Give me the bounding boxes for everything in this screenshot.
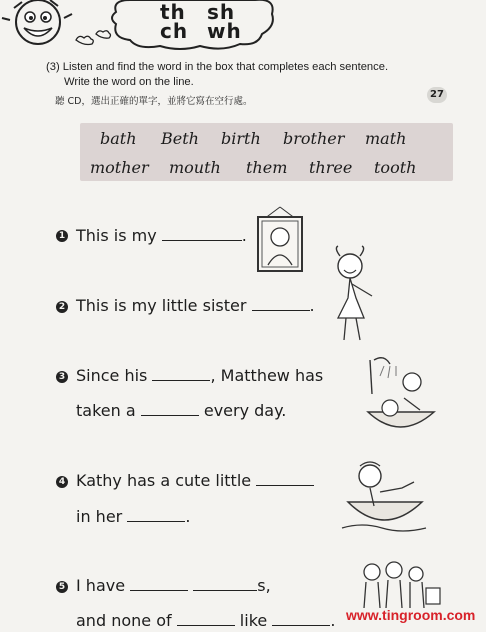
exercise-5-line1 bbox=[76, 576, 271, 595]
instruction-line1: Listen and find the word in the box that completes each sentence. bbox=[62, 61, 389, 73]
exercise-4-text-b: in her bbox=[76, 507, 123, 526]
answer-blank[interactable] bbox=[130, 576, 188, 591]
instruction-chinese: 聽 CD，選出正確的單字，並將它寫在空行處。 bbox=[55, 96, 253, 107]
phonics-ch: ch bbox=[160, 19, 189, 43]
exercise-3-text-c: taken a bbox=[76, 401, 136, 420]
girl-in-tub-illustration bbox=[340, 458, 430, 542]
header-illustration bbox=[0, 0, 486, 60]
exercise-4-line2 bbox=[76, 507, 190, 526]
exercise-4-text-a: Kathy has a cute little bbox=[76, 471, 252, 490]
word-bath: bath bbox=[100, 129, 137, 148]
exercise-number-5: 5 bbox=[56, 581, 68, 593]
word-tooth: tooth bbox=[374, 158, 417, 177]
exercise-3-line1 bbox=[76, 366, 323, 385]
answer-blank[interactable] bbox=[127, 507, 185, 522]
word-three: three bbox=[309, 158, 353, 177]
exercise-number-1: 1 bbox=[56, 230, 68, 242]
exercise-4-line1 bbox=[76, 471, 314, 490]
instructions bbox=[46, 60, 426, 89]
word-them: them bbox=[246, 158, 288, 177]
girl-dancing-illustration bbox=[328, 244, 383, 344]
instruction-number: (3) bbox=[46, 61, 60, 73]
exercise-5-text-b: s, bbox=[257, 576, 271, 595]
answer-blank[interactable] bbox=[272, 611, 330, 626]
exercise-number-2: 2 bbox=[56, 301, 68, 313]
page-number-badge: 27 bbox=[427, 87, 447, 103]
exercise-5-text-c: and none of bbox=[76, 611, 172, 630]
exercise-4-text-c: . bbox=[185, 507, 191, 526]
exercise-1-text-a: This is my bbox=[76, 226, 157, 245]
family-group-illustration bbox=[354, 560, 444, 610]
answer-blank[interactable] bbox=[193, 576, 257, 591]
answer-blank[interactable] bbox=[256, 471, 314, 486]
exercise-3-text-d: every day. bbox=[203, 401, 287, 420]
framed-portrait-illustration bbox=[250, 205, 310, 275]
word-math: math bbox=[365, 129, 407, 148]
exercise-number-4: 4 bbox=[56, 476, 68, 488]
exercise-1-text-b: . bbox=[241, 226, 247, 245]
exercise-3-text-a: Since his bbox=[76, 366, 148, 385]
exercise-2-line bbox=[76, 296, 315, 315]
word-birth: birth bbox=[221, 129, 261, 148]
word-mouth: mouth bbox=[169, 158, 221, 177]
phonics-wh: wh bbox=[207, 19, 242, 43]
exercise-1-line bbox=[76, 226, 247, 245]
exercise-3-text-b: , Matthew has bbox=[210, 366, 324, 385]
word-beth: Beth bbox=[161, 129, 199, 148]
answer-blank[interactable] bbox=[141, 401, 199, 416]
exercise-3-line2 bbox=[76, 401, 286, 420]
answer-blank[interactable] bbox=[177, 611, 235, 626]
answer-blank[interactable] bbox=[162, 226, 242, 241]
answer-blank[interactable] bbox=[252, 296, 310, 311]
word-mother: mother bbox=[90, 158, 149, 177]
exercise-5-text-a: I have bbox=[76, 576, 126, 595]
phonics-sh: sh bbox=[207, 0, 236, 24]
word-brother: brother bbox=[283, 129, 345, 148]
speech-cloud-shape bbox=[112, 0, 273, 49]
exercise-5-text-d: like bbox=[239, 611, 268, 630]
phonics-th: th bbox=[160, 0, 186, 24]
answer-blank[interactable] bbox=[152, 366, 210, 381]
instruction-line2: Write the word on the line. bbox=[64, 75, 194, 88]
exercise-2-text-a: This is my little sister bbox=[76, 296, 247, 315]
bath-shower-illustration bbox=[360, 354, 440, 446]
exercise-5-text-e: . bbox=[330, 611, 336, 630]
exercise-number-3: 3 bbox=[56, 371, 68, 383]
word-box bbox=[80, 123, 453, 181]
cartoon-face-icon bbox=[2, 0, 72, 44]
exercise-5-line2 bbox=[76, 611, 335, 630]
exercise-2-text-b: . bbox=[309, 296, 315, 315]
watermark-text: www.tingroom.com bbox=[346, 607, 476, 623]
cloud-puffs-icon bbox=[76, 31, 111, 45]
